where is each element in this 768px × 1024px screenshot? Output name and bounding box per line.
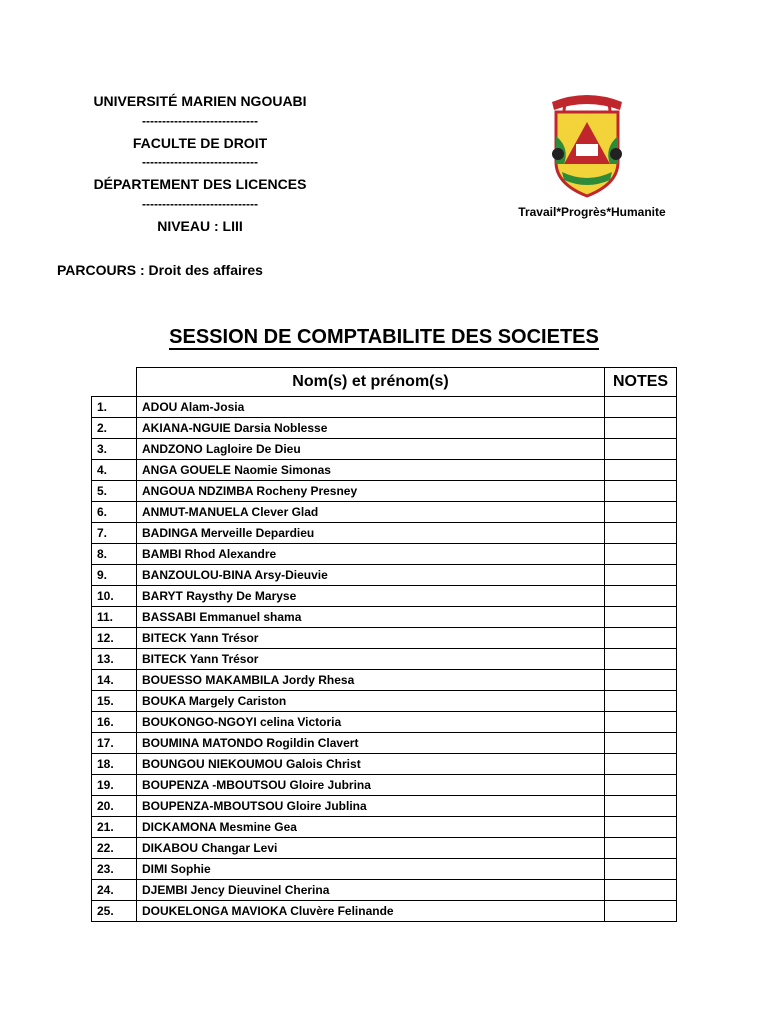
row-number: 11. [92,607,137,628]
table-row [92,544,677,565]
student-note [605,901,677,922]
motto: Travail*Progrès*Humanite [518,205,666,219]
student-note [605,544,677,565]
parcours: PARCOURS : Droit des affaires [57,262,263,278]
row-number: 5. [92,481,137,502]
row-number: 22. [92,838,137,859]
student-name: BASSABI Emmanuel shama [137,607,605,628]
student-name: ANDZONO Lagloire De Dieu [137,439,605,460]
student-note [605,607,677,628]
student-name: BOUMINA MATONDO Rogildin Clavert [137,733,605,754]
student-note [605,691,677,712]
level: NIVEAU : LIII [157,218,243,234]
separator: ----------------------------- [142,155,258,169]
table-row [92,796,677,817]
student-note [605,502,677,523]
row-number: 18. [92,754,137,775]
row-number: 1. [92,397,137,418]
row-number: 13. [92,649,137,670]
table-row [92,460,677,481]
student-name: ADOU Alam-Josia [137,397,605,418]
student-note [605,712,677,733]
student-note [605,460,677,481]
row-number: 21. [92,817,137,838]
student-name: BANZOULOU-BINA Arsy-Dieuvie [137,565,605,586]
row-number: 2. [92,418,137,439]
student-name: DOUKELONGA MAVIOKA Cluvère Felinande [137,901,605,922]
table-row [92,670,677,691]
row-number: 17. [92,733,137,754]
student-note [605,838,677,859]
table-row [92,901,677,922]
student-note [605,670,677,691]
student-name: DJEMBI Jency Dieuvinel Cherina [137,880,605,901]
table-row [92,607,677,628]
student-name: BAMBI Rhod Alexandre [137,544,605,565]
row-number: 20. [92,796,137,817]
table-row [92,838,677,859]
student-note [605,880,677,901]
table-row [92,733,677,754]
header-blank [92,368,137,397]
document-title-text: SESSION DE COMPTABILITE DES SOCIETES [169,326,599,348]
row-number: 15. [92,691,137,712]
row-number: 10. [92,586,137,607]
department-name: DÉPARTEMENT DES LICENCES [93,176,307,192]
student-name: BARYT Raysthy De Maryse [137,586,605,607]
grades-table [91,367,677,922]
student-name: BOUESSO MAKAMBILA Jordy Rhesa [137,670,605,691]
row-number: 4. [92,460,137,481]
table-header-row [92,368,677,397]
row-number: 14. [92,670,137,691]
table-row [92,439,677,460]
student-name: BITECK Yann Trésor [137,649,605,670]
table-row [92,502,677,523]
row-number: 7. [92,523,137,544]
separator: ----------------------------- [142,114,258,128]
table-row [92,649,677,670]
student-name: ANMUT-MANUELA Clever Glad [137,502,605,523]
student-name: DIMI Sophie [137,859,605,880]
table-row [92,859,677,880]
student-note [605,523,677,544]
separator: ----------------------------- [142,197,258,211]
row-number: 9. [92,565,137,586]
student-note [605,817,677,838]
student-note [605,649,677,670]
student-name: BITECK Yann Trésor [137,628,605,649]
student-note [605,796,677,817]
document-title [0,326,768,349]
student-name: AKIANA-NGUIE Darsia Noblesse [137,418,605,439]
table-row [92,397,677,418]
table-row [92,712,677,733]
university-emblem-icon [544,92,630,198]
row-number: 6. [92,502,137,523]
row-number: 23. [92,859,137,880]
student-name: BOUKONGO-NGOYI celina Victoria [137,712,605,733]
student-note [605,628,677,649]
student-note [605,397,677,418]
table-row [92,691,677,712]
student-name: BADINGA Merveille Depardieu [137,523,605,544]
student-note [605,481,677,502]
table-row [92,628,677,649]
column-header-notes: NOTES [605,368,677,397]
table-row [92,523,677,544]
row-number: 12. [92,628,137,649]
row-number: 24. [92,880,137,901]
column-header-name: Nom(s) et prénom(s) [137,368,605,397]
row-number: 19. [92,775,137,796]
student-name: ANGA GOUELE Naomie Simonas [137,460,605,481]
student-note [605,733,677,754]
row-number: 25. [92,901,137,922]
table-row [92,754,677,775]
student-note [605,565,677,586]
table-row [92,565,677,586]
student-name: ANGOUA NDZIMBA Rocheny Presney [137,481,605,502]
student-name: DIKABOU Changar Levi [137,838,605,859]
student-note [605,754,677,775]
student-note [605,586,677,607]
student-name: BOUPENZA -MBOUTSOU Gloire Jubrina [137,775,605,796]
student-note [605,859,677,880]
student-note [605,775,677,796]
table-row [92,775,677,796]
student-name: DICKAMONA Mesmine Gea [137,817,605,838]
row-number: 16. [92,712,137,733]
row-number: 8. [92,544,137,565]
table-row [92,481,677,502]
table-row [92,880,677,901]
student-name: BOUKA Margely Cariston [137,691,605,712]
table-row [92,817,677,838]
university-name: UNIVERSITÉ MARIEN NGOUABI [93,93,307,109]
faculty-name: FACULTE DE DROIT [132,135,268,151]
student-note [605,439,677,460]
student-name: BOUNGOU NIEKOUMOU Galois Christ [137,754,605,775]
student-note [605,418,677,439]
table-row [92,418,677,439]
row-number: 3. [92,439,137,460]
student-name: BOUPENZA-MBOUTSOU Gloire Jublina [137,796,605,817]
table-row [92,586,677,607]
